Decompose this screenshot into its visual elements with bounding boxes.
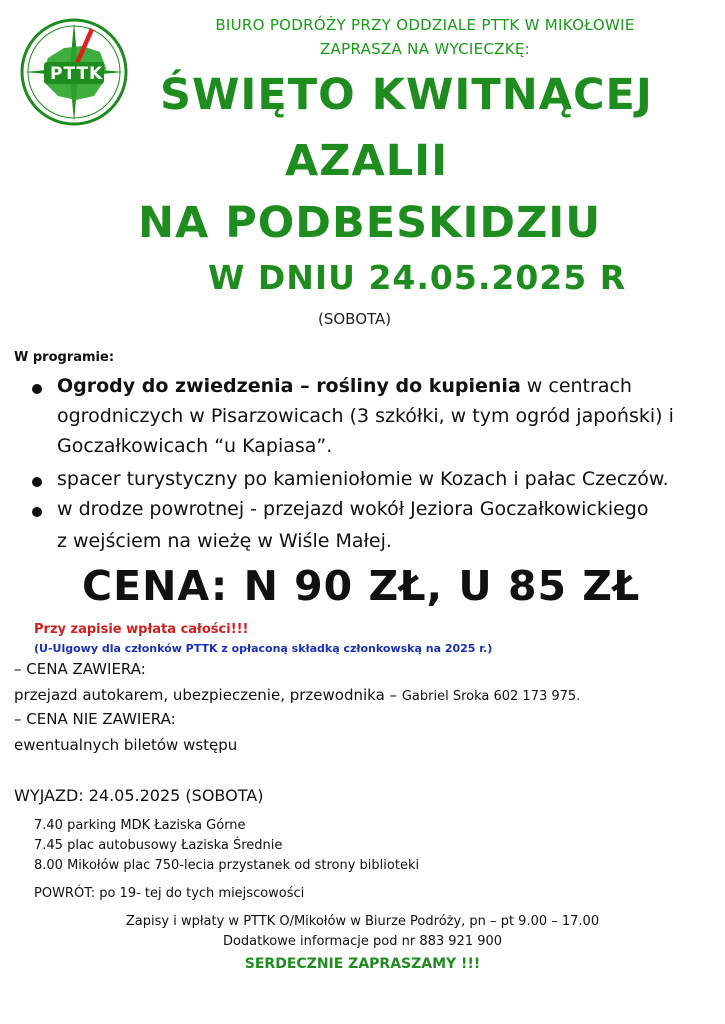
- includes-items: przejazd autokarem, ubezpieczenie, przewodnika –: [14, 686, 402, 704]
- contact-info: Dodatkowe informacje pod nr 883 921 900: [222, 934, 503, 949]
- program-item-1-line-2: ogrodniczych w Pisarzowicach (3 szkółki, w tym ogród japoński) i: [57, 405, 674, 427]
- discount-note: (U-Ulgowy dla członków PTTK z opłaconą składką członkowską na 2025 r.): [34, 642, 493, 655]
- bullet-3: [32, 507, 42, 517]
- bullet-1: [32, 384, 42, 394]
- price-heading: CENA: N 90 ZŁ, U 85 ZŁ: [82, 562, 641, 610]
- program-item-3-line-2: z wejściem na wieżę w Wiśle Małej.: [57, 530, 392, 552]
- return-info: POWRÓT: po 19- tej do tych miejscowości: [34, 886, 305, 901]
- bullet-2: [32, 477, 42, 487]
- program-item-1-bold: Ogrody do zwiedzenia – rośliny do kupienia: [57, 375, 521, 397]
- includes-label: – CENA ZAWIERA:: [14, 660, 146, 678]
- title-line-1: ŚWIĘTO KWITNĄCEJ: [160, 70, 653, 120]
- title-line-2: AZALII: [285, 136, 449, 186]
- program-item-3-line-1: w drodze powrotnej - przejazd wokół Jeziora Goczałkowickiego: [57, 498, 649, 520]
- guide-contact: Gabriel Sroka 602 173 975.: [401, 689, 581, 704]
- program-item-2-line-1: spacer turystyczny po kamieniołomie w Kozach i pałac Czeczów.: [57, 468, 669, 490]
- program-label: W programie:: [14, 350, 115, 365]
- excludes-label: – CENA NIE ZAWIERA:: [14, 710, 176, 728]
- organizer-line-1: BIURO PODRÓŻY PRZY ODDZIALE PTTK W MIKOŁOWIE: [215, 16, 635, 34]
- excludes-text: ewentualnych biletów wstępu: [14, 736, 238, 754]
- logo-text: PTTK: [50, 64, 104, 84]
- event-date: W DNIU 24.05.2025 R: [208, 258, 627, 297]
- departure-stop-1: 7.40 parking MDK Łaziska Górne: [34, 818, 246, 833]
- departure-label: WYJAZD: 24.05.2025 (SOBOTA): [14, 786, 264, 805]
- program-item-1-line-3: Goczałkowicach “u Kapiasa”.: [57, 435, 333, 457]
- departure-stop-3: 8.00 Mikołów plac 750-lecia przystanek od strony biblioteki: [34, 858, 420, 873]
- signup-info: Zapisy i wpłaty w PTTK O/Mikołów w Biurze Podróży, pn – pt 9.00 – 17.00: [125, 914, 600, 929]
- pttk-logo: [20, 18, 128, 126]
- payment-note: Przy zapisie wpłata całości!!!: [34, 622, 249, 637]
- includes-text: [14, 686, 580, 704]
- closing-invitation: SERDECZNIE ZAPRASZAMY !!!: [244, 956, 481, 972]
- program-item-1-rest: w centrach: [520, 375, 632, 397]
- title-line-3: NA PODBESKIDZIU: [138, 198, 602, 248]
- program-item-1-line-1: [57, 375, 632, 397]
- organizer-line-2: ZAPRASZA NA WYCIECZKĘ:: [319, 40, 530, 58]
- event-day: (SOBOTA): [318, 310, 392, 328]
- departure-stop-2: 7.45 plac autobusowy Łaziska Średnie: [34, 838, 283, 853]
